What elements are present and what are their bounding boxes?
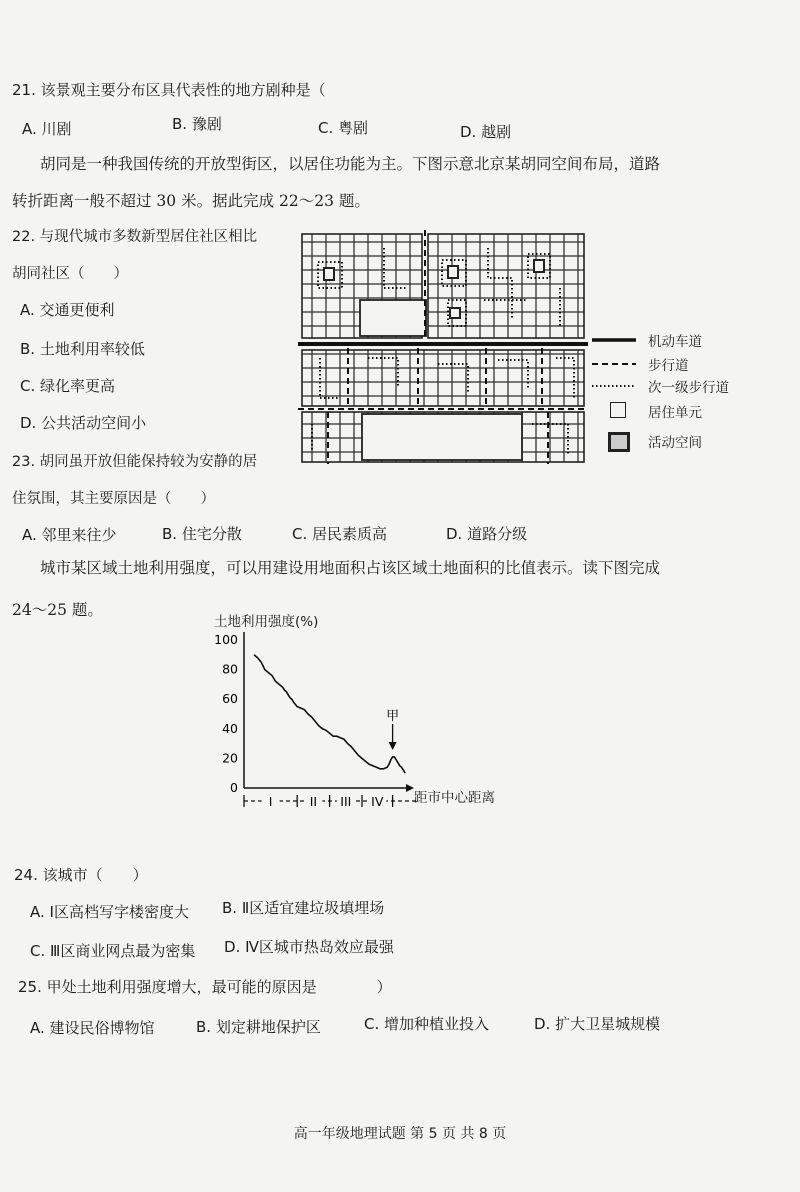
q23-stem-line2: 住氛围，其主要原因是（ ） [12,491,215,507]
activity-space [324,268,334,280]
q22-stem-line2: 胡同社区（ ） [12,266,128,282]
y-tick-label: 100 [214,632,238,647]
hutong-intro-line1: 胡同是一种我国传统的开放型街区，以居住功能为主。下图示意北京某胡同空间布局，道路 [40,155,661,173]
chart-xlabel: 距市中心距离 [414,790,495,806]
legend-pedestrian-symbol [592,360,636,368]
legend-residential-label: 居住单元 [648,405,702,421]
q24-option-b: B. Ⅱ区适宜建垃圾填埋场 [222,899,385,917]
zone-label: I [268,794,273,809]
hutong-intro-line2: 转折距离一般不超过 30 米。据此完成 22～23 题。 [12,192,370,210]
activity-space [448,266,458,278]
y-tick-label: 60 [222,691,238,707]
q21-option-a: A. 川剧 [22,120,72,138]
zone-label: IV [371,794,384,809]
q21-option-c: C. 粤剧 [318,119,369,137]
hutong-layout-map [298,228,588,466]
q24-option-d: D. Ⅳ区城市热岛效应最强 [224,938,394,956]
q22-option-d: D. 公共活动空间小 [20,414,147,432]
legend-activity-label: 活动空间 [648,435,702,451]
q25-option-c: C. 增加种植业投入 [364,1015,490,1033]
land-use-curve [254,655,405,773]
chart-ylabel: 土地利用强度(%) [214,614,319,630]
landuse-intro-line1: 城市某区域土地利用强度，可以用建设用地面积占该区域土地面积的比值表示。读下图完成 [40,559,661,577]
q21-option-b: B. 豫剧 [172,115,222,133]
q23-option-a: A. 邻里来往少 [22,526,117,544]
zone-label: III [340,794,352,809]
y-tick-label: 0 [230,780,238,795]
legend-motor-road-label: 机动车道 [648,334,702,350]
q25-option-b: B. 划定耕地保护区 [196,1018,321,1036]
land-use-chart [200,604,520,818]
q21-stem: 21. 该景观主要分布区具代表性的地方剧种是（ [12,81,326,99]
annotation-arrowhead [389,742,397,750]
activity-space [534,260,544,272]
annotation-jia: 甲 [386,709,400,724]
y-tick-label: 80 [222,661,238,677]
y-tick-label: 40 [222,720,238,736]
legend-motor-road-symbol [592,336,636,344]
q22-option-c: C. 绿化率更高 [20,377,116,395]
page-footer: 高一年级地理试题 第 5 页 共 8 页 [293,1126,507,1142]
x-axis-arrow [406,784,414,792]
legend-activity-symbol [608,432,630,452]
q22-stem-line1: 22. 与现代城市多数新型居住社区相比 [12,229,258,245]
zone-label: II [309,794,318,809]
activity-space [360,300,426,336]
q21-option-d: D. 越剧 [460,123,512,141]
legend-secondary-symbol [592,382,636,390]
legend-secondary-label: 次一级步行道 [648,380,729,396]
legend-residential-symbol [610,402,626,418]
q24-option-c: C. Ⅲ区商业网点最为密集 [30,942,196,960]
landuse-intro-line2: 24～25 题。 [12,601,103,619]
legend-pedestrian-label: 步行道 [648,358,689,374]
q25-option-a: A. 建设民俗博物馆 [30,1019,155,1037]
q24-stem: 24. 该城市（ ） [14,866,148,884]
q22-option-b: B. 土地利用率较低 [20,340,145,358]
activity-space [362,414,522,460]
activity-space [450,308,460,318]
q23-option-c: C. 居民素质高 [292,525,388,543]
q25-option-d: D. 扩大卫星城规模 [534,1015,661,1033]
q22-option-a: A. 交通更便利 [20,301,115,319]
q25-stem: 25. 甲处土地利用强度增大，最可能的原因是 ） [18,978,392,996]
y-tick-label: 20 [222,750,238,766]
q23-option-b: B. 住宅分散 [162,525,242,543]
q24-option-a: A. Ⅰ区高档写字楼密度大 [30,903,189,921]
q23-stem-line1: 23. 胡同虽开放但能保持较为安静的居 [12,454,258,470]
q23-option-d: D. 道路分级 [446,525,528,543]
